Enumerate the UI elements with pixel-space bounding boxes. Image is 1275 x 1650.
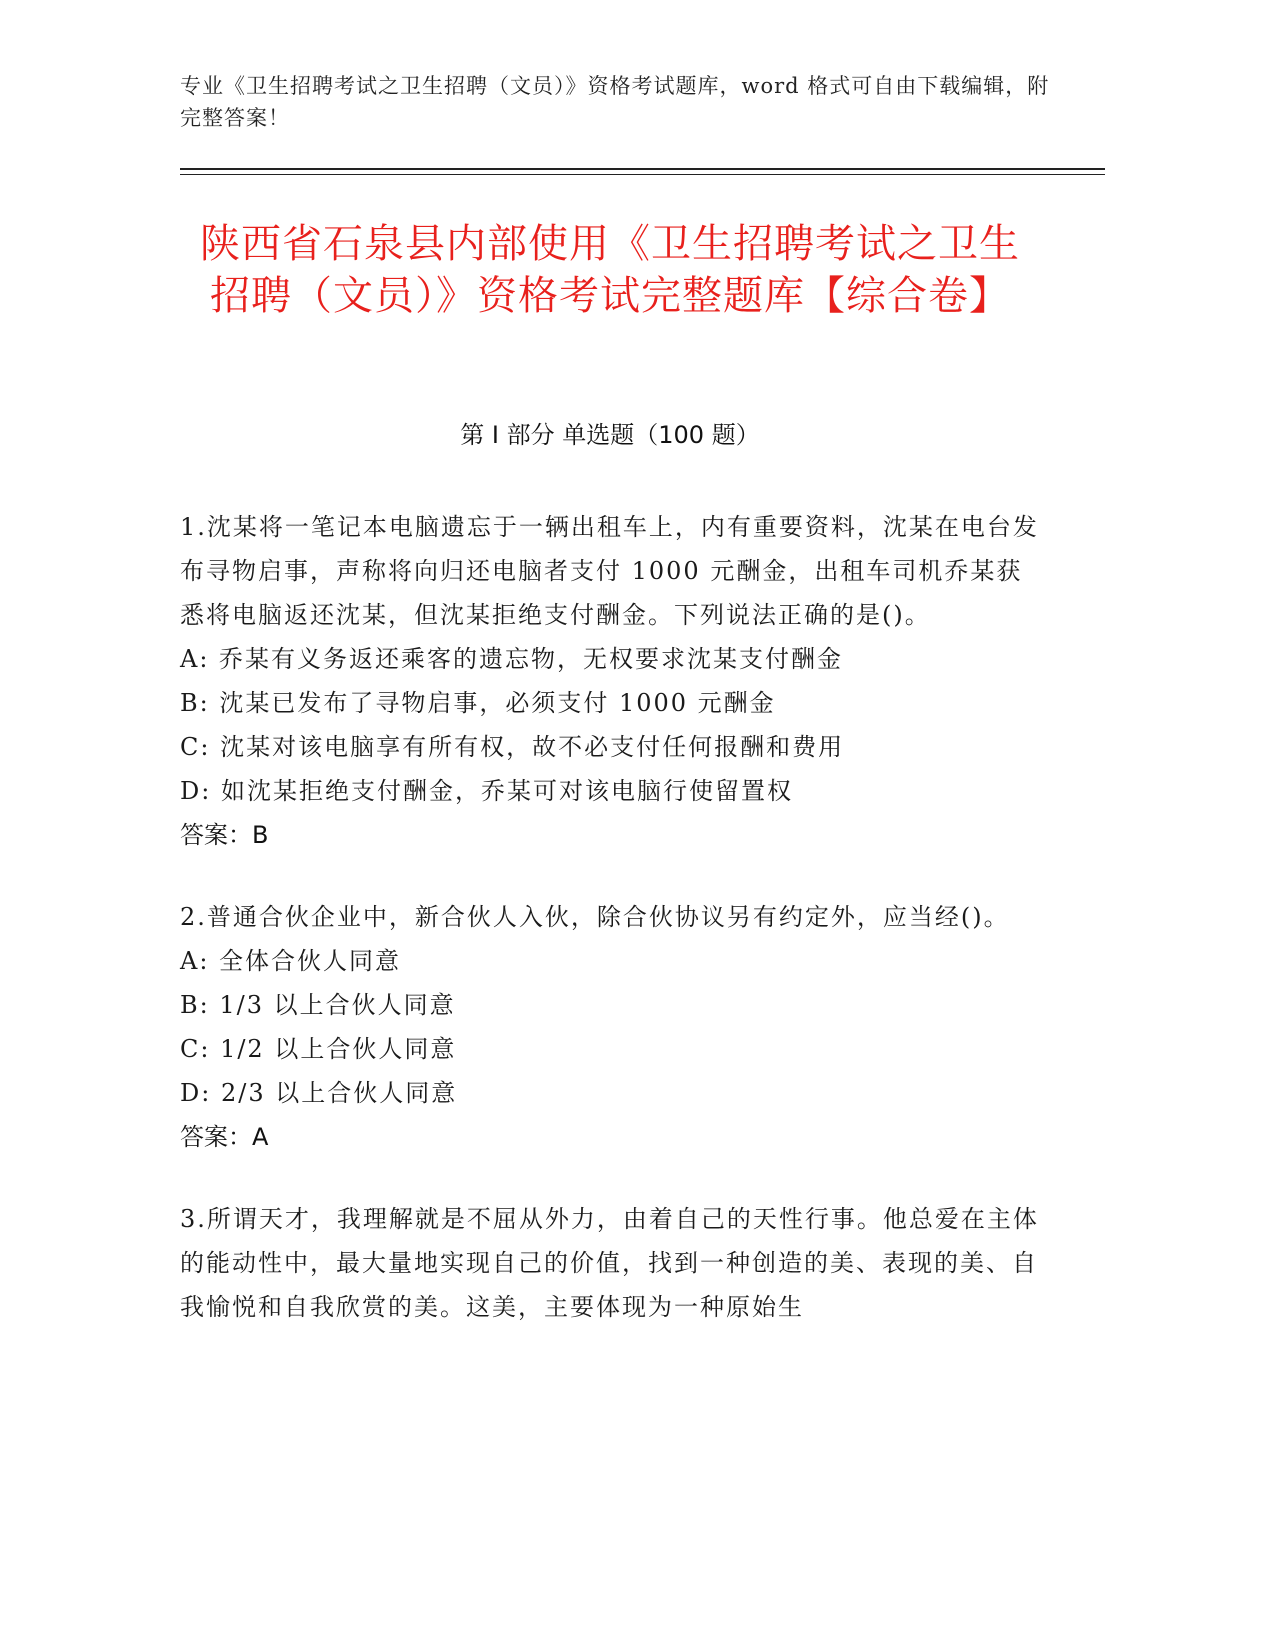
answer-label: 答案：B — [180, 821, 269, 849]
option-d: D: 如沈某拒绝支付酬金，乔某可对该电脑行使留置权 — [180, 777, 793, 805]
answer-label: 答案：A — [180, 1123, 269, 1151]
question-2 — [180, 895, 1040, 1159]
section-heading: 第 I 部分 单选题（100 题） — [460, 421, 760, 449]
option-a: A: 全体合伙人同意 — [180, 947, 402, 975]
option-b: B: 沈某已发布了寻物启事，必须支付 1000 元酬金 — [180, 689, 776, 717]
question-stem: 2.普通合伙企业中，新合伙人入伙，除合伙协议另有约定外，应当经()。 — [180, 903, 1010, 931]
header-note: 专业《卫生招聘考试之卫生招聘（文员）》资格考试题库，word 格式可自由下载编辑，附完整答案！ — [180, 74, 1050, 130]
question-1 — [180, 505, 1040, 857]
option-d: D: 2/3 以上合伙人同意 — [180, 1079, 458, 1107]
question-stem: 3.所谓天才，我理解就是不屈从外力，由着自己的天性行事。他总爱在主体的能动性中，最大量地实现自己的价值，找到一种创造的美、表现的美、自我愉悦和自我欣赏的美。这美，主要体现为一种原始生 — [180, 1205, 1039, 1321]
option-c: C: 1/2 以上合伙人同意 — [180, 1035, 457, 1063]
header-divider-thin — [180, 174, 1105, 175]
option-c: C: 沈某对该电脑享有所有权，故不必支付任何报酬和费用 — [180, 733, 845, 761]
question-stem: 1.沈某将一笔记本电脑遗忘于一辆出租车上，内有重要资料，沈某在电台发布寻物启事，声称将向归还电脑者支付 1000 元酬金，出租车司机乔某获悉将电脑返还沈某，但沈某拒绝支付酬金。下列说法正确的是()。 — [180, 513, 1039, 629]
header-divider-thick — [180, 168, 1105, 170]
question-3 — [180, 1197, 1040, 1329]
document-title: 陕西省石泉县内部使用《卫生招聘考试之卫生招聘（文员）》资格考试完整题库【综合卷】 — [200, 221, 1020, 319]
question-list — [180, 505, 1040, 1367]
option-a: A: 乔某有义务返还乘客的遗忘物，无权要求沈某支付酬金 — [180, 645, 844, 673]
option-b: B: 1/3 以上合伙人同意 — [180, 991, 456, 1019]
